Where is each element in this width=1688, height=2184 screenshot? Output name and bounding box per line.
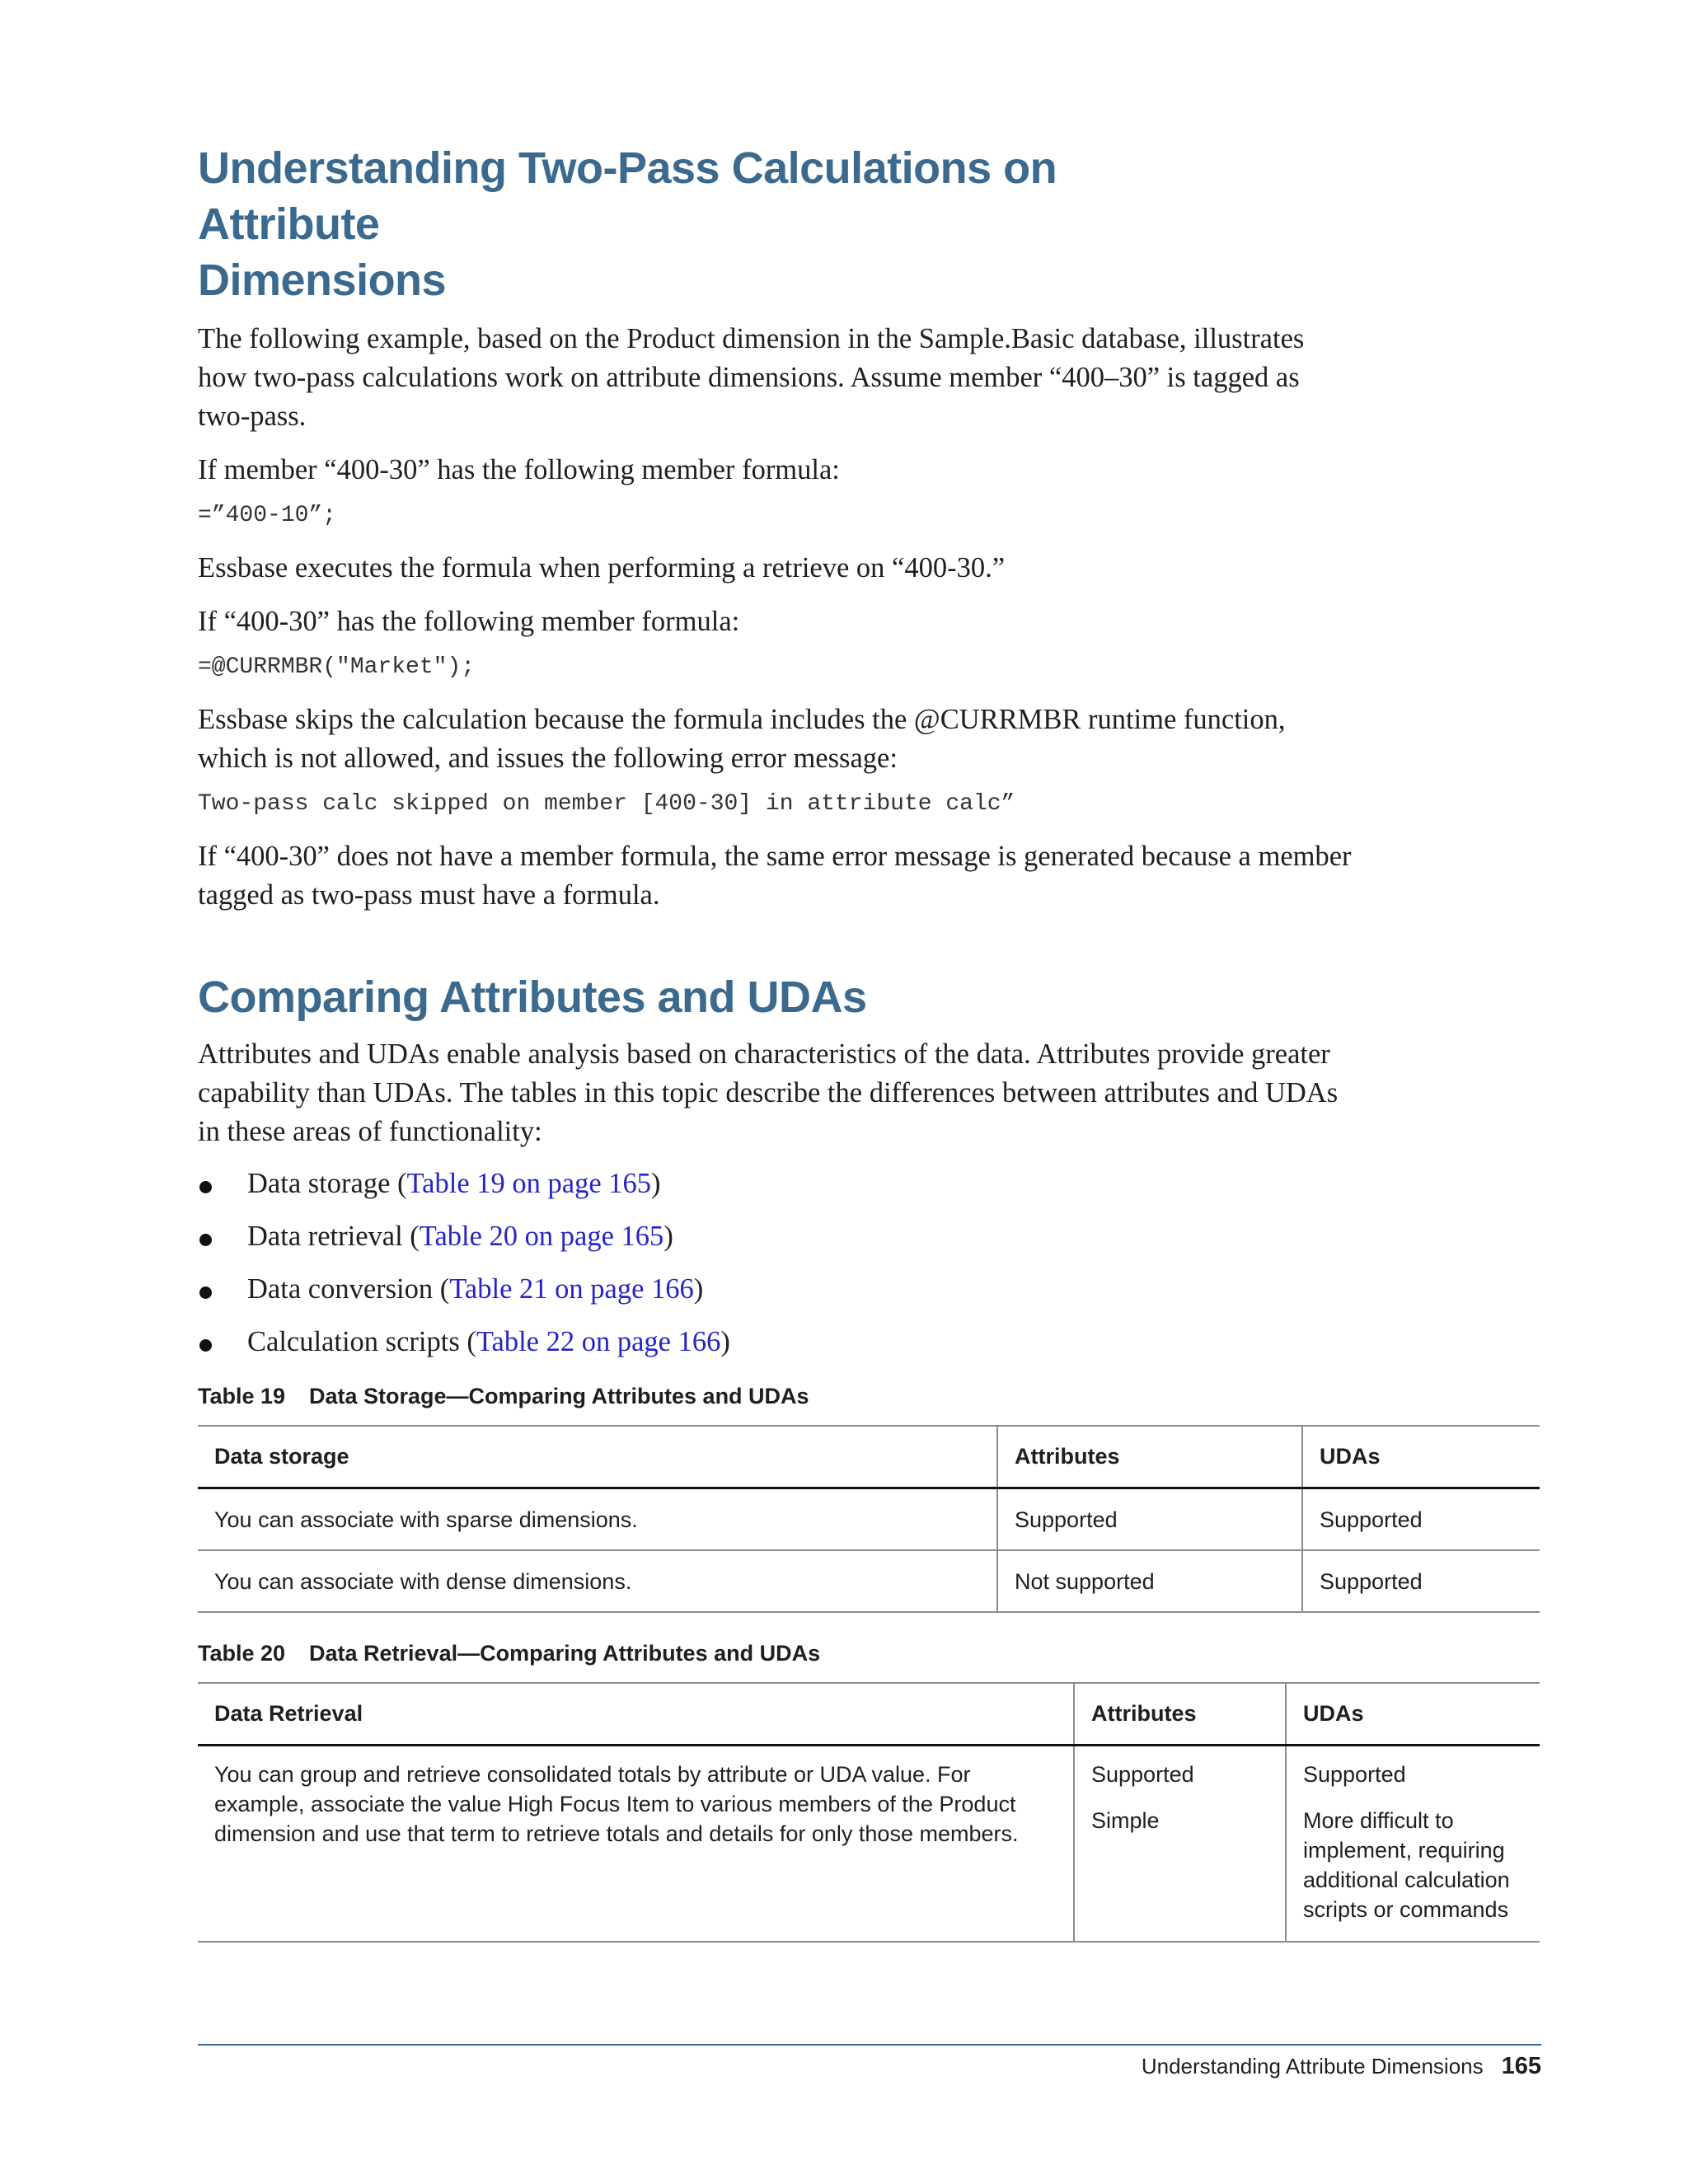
paragraph-executes: Essbase executes the formula when performing a retrieve on “400-30.” — [198, 552, 1006, 583]
code-formula-1: =”400-10”; — [198, 503, 337, 528]
table-19-title: Data Storage—Comparing Attributes and UDAs — [309, 1384, 809, 1408]
page-footer — [1142, 2052, 1541, 2080]
table-cell-udas — [1286, 1746, 1540, 1942]
list-item: Data retrieval (Table 20 on page 165) — [198, 1217, 1541, 1270]
table-row — [198, 1550, 1540, 1612]
link-table-20[interactable]: Table 20 on page 165 — [419, 1221, 664, 1252]
bullet-icon — [199, 1286, 212, 1299]
cell-value: More difficult to implement, requiring additional calculation scripts or commands — [1303, 1808, 1510, 1922]
footer-title: Understanding Attribute Dimensions — [1141, 2054, 1484, 2079]
link-table-22[interactable]: Table 22 on page 166 — [476, 1326, 721, 1357]
code-formula-2: =@CURRMBR("Market"); — [198, 654, 476, 680]
column-header: Attributes — [1074, 1683, 1286, 1746]
heading-line-2: Dimensions — [198, 255, 447, 305]
table-20-title: Data Retrieval—Comparing Attributes and UDAs — [309, 1641, 821, 1666]
section-heading-comparing: Comparing Attributes and UDAs — [198, 972, 867, 1022]
cell-value: Supported — [1303, 1762, 1406, 1787]
table-20-caption — [198, 1639, 1541, 1667]
table-cell: Not supported — [997, 1550, 1302, 1612]
column-header: UDAs — [1302, 1426, 1540, 1488]
table-cell: You can group and retrieve consolidated totals by attribute or UDA value. For example, associate the value High Focus Item to various members of the Product dimension and use that term to retrieve totals and details for only those members. — [198, 1746, 1074, 1942]
table-cell: Supported — [1302, 1550, 1540, 1612]
table-19-number: Table 19 — [198, 1384, 286, 1408]
paragraph-no-formula: If “400-30” does not have a member formula, the same error message is generated because a member tagged as two-pass must have a formula. — [198, 841, 1352, 911]
column-header: Data Retrieval — [198, 1683, 1074, 1746]
table-cell-attributes — [1074, 1746, 1286, 1942]
section-heading-two-pass — [198, 140, 1236, 308]
table-cell: Supported — [997, 1488, 1302, 1551]
table-20-number: Table 20 — [198, 1641, 286, 1666]
table-19 — [198, 1425, 1540, 1613]
link-table-21[interactable]: Table 21 on page 166 — [449, 1273, 694, 1305]
table-cell: Supported — [1302, 1488, 1540, 1551]
cell-value: Supported — [1091, 1762, 1194, 1787]
table-row — [198, 1488, 1540, 1551]
column-header: UDAs — [1286, 1683, 1540, 1746]
cell-value: Simple — [1091, 1808, 1160, 1833]
page-content — [198, 140, 1541, 1943]
column-header: Attributes — [997, 1426, 1302, 1488]
list-item: Data conversion (Table 21 on page 166) — [198, 1270, 1541, 1323]
table-cell: You can associate with sparse dimensions. — [198, 1488, 997, 1551]
footer-divider — [198, 2044, 1541, 2046]
heading-line-1: Understanding Two-Pass Calculations on Attribute — [198, 143, 1057, 249]
paragraph-skips: Essbase skips the calculation because the formula includes the @CURRMBR runtime function, which is not allowed, and issues the following error message: — [198, 704, 1286, 774]
table-header-row — [198, 1426, 1540, 1488]
bullet-icon — [199, 1234, 212, 1246]
page-number: 165 — [1501, 2053, 1541, 2079]
table-cell: You can associate with dense dimensions. — [198, 1550, 997, 1612]
paragraph-formula-intro: If member “400-30” has the following member formula: — [198, 454, 840, 485]
table-20 — [198, 1682, 1540, 1943]
table-19-caption — [198, 1382, 1541, 1410]
list-item: Calculation scripts (Table 22 on page 166) — [198, 1323, 1541, 1376]
functionality-list — [198, 1165, 1541, 1376]
paragraph-formula-intro-2: If “400-30” has the following member formula: — [198, 606, 740, 637]
link-table-19[interactable]: Table 19 on page 165 — [406, 1168, 652, 1199]
code-error-message: Two-pass calc skipped on member [400-30] in attribute calc” — [198, 791, 1015, 817]
table-row — [198, 1746, 1540, 1942]
paragraph-intro: The following example, based on the Product dimension in the Sample.Basic database, illustrates how two-pass calculations work on attribute dimensions. Assume member “400–30” is tagged as two-pass. — [198, 323, 1305, 432]
bullet-icon — [199, 1339, 212, 1352]
table-header-row — [198, 1683, 1540, 1746]
list-item: Data storage (Table 19 on page 165) — [198, 1165, 1541, 1217]
column-header: Data storage — [198, 1426, 997, 1488]
paragraph-attributes-udas: Attributes and UDAs enable analysis based on characteristics of the data. Attributes provide greater capability than UDAs. The tables in this topic describe the differences between attributes and UDAs in these areas of functionality: — [198, 1038, 1339, 1147]
bullet-icon — [199, 1181, 212, 1193]
